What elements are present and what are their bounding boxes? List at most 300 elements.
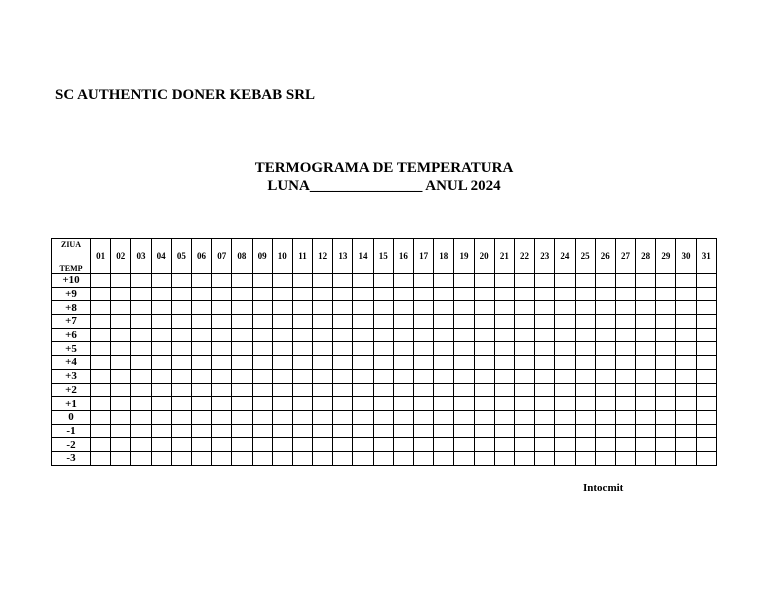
- entry-cell[interactable]: [555, 383, 575, 397]
- entry-cell[interactable]: [252, 287, 272, 301]
- entry-cell[interactable]: [514, 301, 534, 315]
- entry-cell[interactable]: [353, 383, 373, 397]
- entry-cell[interactable]: [575, 274, 595, 288]
- entry-cell[interactable]: [393, 410, 413, 424]
- entry-cell[interactable]: [414, 410, 434, 424]
- entry-cell[interactable]: [292, 328, 312, 342]
- entry-cell[interactable]: [636, 356, 656, 370]
- entry-cell[interactable]: [91, 342, 111, 356]
- entry-cell[interactable]: [656, 397, 676, 411]
- entry-cell[interactable]: [535, 301, 555, 315]
- entry-cell[interactable]: [575, 356, 595, 370]
- entry-cell[interactable]: [111, 369, 131, 383]
- entry-cell[interactable]: [151, 356, 171, 370]
- entry-cell[interactable]: [353, 315, 373, 329]
- entry-cell[interactable]: [212, 410, 232, 424]
- entry-cell[interactable]: [696, 451, 716, 465]
- entry-cell[interactable]: [373, 424, 393, 438]
- entry-cell[interactable]: [656, 315, 676, 329]
- entry-cell[interactable]: [91, 369, 111, 383]
- entry-cell[interactable]: [373, 274, 393, 288]
- entry-cell[interactable]: [373, 328, 393, 342]
- entry-cell[interactable]: [292, 383, 312, 397]
- entry-cell[interactable]: [252, 438, 272, 452]
- entry-cell[interactable]: [212, 451, 232, 465]
- entry-cell[interactable]: [292, 356, 312, 370]
- entry-cell[interactable]: [313, 369, 333, 383]
- entry-cell[interactable]: [131, 274, 151, 288]
- entry-cell[interactable]: [656, 438, 676, 452]
- entry-cell[interactable]: [91, 410, 111, 424]
- entry-cell[interactable]: [272, 342, 292, 356]
- entry-cell[interactable]: [575, 383, 595, 397]
- entry-cell[interactable]: [151, 287, 171, 301]
- entry-cell[interactable]: [676, 424, 696, 438]
- entry-cell[interactable]: [333, 397, 353, 411]
- entry-cell[interactable]: [232, 410, 252, 424]
- entry-cell[interactable]: [615, 410, 635, 424]
- entry-cell[interactable]: [535, 274, 555, 288]
- entry-cell[interactable]: [595, 451, 615, 465]
- entry-cell[interactable]: [555, 315, 575, 329]
- entry-cell[interactable]: [373, 301, 393, 315]
- entry-cell[interactable]: [252, 383, 272, 397]
- entry-cell[interactable]: [292, 315, 312, 329]
- entry-cell[interactable]: [514, 383, 534, 397]
- entry-cell[interactable]: [676, 274, 696, 288]
- entry-cell[interactable]: [575, 315, 595, 329]
- entry-cell[interactable]: [615, 356, 635, 370]
- entry-cell[interactable]: [252, 356, 272, 370]
- entry-cell[interactable]: [191, 438, 211, 452]
- entry-cell[interactable]: [636, 315, 656, 329]
- entry-cell[interactable]: [595, 315, 615, 329]
- entry-cell[interactable]: [393, 383, 413, 397]
- entry-cell[interactable]: [474, 301, 494, 315]
- entry-cell[interactable]: [212, 383, 232, 397]
- entry-cell[interactable]: [252, 274, 272, 288]
- entry-cell[interactable]: [191, 342, 211, 356]
- entry-cell[interactable]: [131, 315, 151, 329]
- entry-cell[interactable]: [171, 356, 191, 370]
- entry-cell[interactable]: [434, 397, 454, 411]
- entry-cell[interactable]: [494, 328, 514, 342]
- entry-cell[interactable]: [454, 287, 474, 301]
- entry-cell[interactable]: [232, 301, 252, 315]
- entry-cell[interactable]: [151, 424, 171, 438]
- entry-cell[interactable]: [414, 356, 434, 370]
- entry-cell[interactable]: [555, 301, 575, 315]
- entry-cell[interactable]: [151, 328, 171, 342]
- entry-cell[interactable]: [373, 438, 393, 452]
- entry-cell[interactable]: [474, 315, 494, 329]
- entry-cell[interactable]: [414, 438, 434, 452]
- entry-cell[interactable]: [535, 451, 555, 465]
- entry-cell[interactable]: [91, 328, 111, 342]
- entry-cell[interactable]: [131, 397, 151, 411]
- entry-cell[interactable]: [171, 424, 191, 438]
- entry-cell[interactable]: [474, 410, 494, 424]
- entry-cell[interactable]: [636, 410, 656, 424]
- entry-cell[interactable]: [353, 356, 373, 370]
- entry-cell[interactable]: [272, 410, 292, 424]
- entry-cell[interactable]: [171, 274, 191, 288]
- entry-cell[interactable]: [111, 424, 131, 438]
- entry-cell[interactable]: [91, 287, 111, 301]
- entry-cell[interactable]: [292, 424, 312, 438]
- entry-cell[interactable]: [636, 287, 656, 301]
- entry-cell[interactable]: [212, 342, 232, 356]
- entry-cell[interactable]: [696, 438, 716, 452]
- entry-cell[interactable]: [313, 315, 333, 329]
- entry-cell[interactable]: [696, 397, 716, 411]
- entry-cell[interactable]: [151, 451, 171, 465]
- entry-cell[interactable]: [313, 397, 333, 411]
- entry-cell[interactable]: [91, 315, 111, 329]
- entry-cell[interactable]: [292, 410, 312, 424]
- entry-cell[interactable]: [191, 356, 211, 370]
- entry-cell[interactable]: [494, 315, 514, 329]
- entry-cell[interactable]: [555, 451, 575, 465]
- entry-cell[interactable]: [171, 397, 191, 411]
- entry-cell[interactable]: [393, 328, 413, 342]
- entry-cell[interactable]: [131, 287, 151, 301]
- entry-cell[interactable]: [373, 342, 393, 356]
- entry-cell[interactable]: [353, 328, 373, 342]
- entry-cell[interactable]: [313, 410, 333, 424]
- entry-cell[interactable]: [91, 438, 111, 452]
- entry-cell[interactable]: [636, 424, 656, 438]
- entry-cell[interactable]: [595, 424, 615, 438]
- entry-cell[interactable]: [292, 301, 312, 315]
- entry-cell[interactable]: [514, 424, 534, 438]
- entry-cell[interactable]: [373, 451, 393, 465]
- entry-cell[interactable]: [494, 397, 514, 411]
- entry-cell[interactable]: [393, 274, 413, 288]
- entry-cell[interactable]: [151, 301, 171, 315]
- entry-cell[interactable]: [151, 383, 171, 397]
- entry-cell[interactable]: [91, 301, 111, 315]
- entry-cell[interactable]: [595, 342, 615, 356]
- entry-cell[interactable]: [696, 356, 716, 370]
- entry-cell[interactable]: [171, 369, 191, 383]
- entry-cell[interactable]: [171, 383, 191, 397]
- entry-cell[interactable]: [232, 369, 252, 383]
- entry-cell[interactable]: [171, 287, 191, 301]
- entry-cell[interactable]: [151, 342, 171, 356]
- entry-cell[interactable]: [434, 287, 454, 301]
- entry-cell[interactable]: [151, 397, 171, 411]
- entry-cell[interactable]: [212, 369, 232, 383]
- entry-cell[interactable]: [494, 451, 514, 465]
- entry-cell[interactable]: [494, 301, 514, 315]
- entry-cell[interactable]: [656, 451, 676, 465]
- entry-cell[interactable]: [615, 369, 635, 383]
- entry-cell[interactable]: [232, 424, 252, 438]
- entry-cell[interactable]: [414, 287, 434, 301]
- entry-cell[interactable]: [656, 328, 676, 342]
- entry-cell[interactable]: [111, 274, 131, 288]
- entry-cell[interactable]: [676, 301, 696, 315]
- entry-cell[interactable]: [656, 287, 676, 301]
- entry-cell[interactable]: [333, 287, 353, 301]
- entry-cell[interactable]: [393, 356, 413, 370]
- entry-cell[interactable]: [636, 383, 656, 397]
- entry-cell[interactable]: [595, 383, 615, 397]
- entry-cell[interactable]: [333, 424, 353, 438]
- entry-cell[interactable]: [696, 342, 716, 356]
- entry-cell[interactable]: [615, 274, 635, 288]
- entry-cell[interactable]: [131, 438, 151, 452]
- entry-cell[interactable]: [474, 328, 494, 342]
- entry-cell[interactable]: [454, 369, 474, 383]
- entry-cell[interactable]: [393, 342, 413, 356]
- entry-cell[interactable]: [494, 274, 514, 288]
- entry-cell[interactable]: [514, 356, 534, 370]
- entry-cell[interactable]: [636, 369, 656, 383]
- entry-cell[interactable]: [615, 451, 635, 465]
- entry-cell[interactable]: [414, 383, 434, 397]
- entry-cell[interactable]: [292, 397, 312, 411]
- entry-cell[interactable]: [111, 342, 131, 356]
- entry-cell[interactable]: [615, 438, 635, 452]
- entry-cell[interactable]: [676, 356, 696, 370]
- entry-cell[interactable]: [454, 342, 474, 356]
- entry-cell[interactable]: [393, 424, 413, 438]
- entry-cell[interactable]: [414, 451, 434, 465]
- entry-cell[interactable]: [313, 451, 333, 465]
- entry-cell[interactable]: [272, 315, 292, 329]
- entry-cell[interactable]: [272, 383, 292, 397]
- entry-cell[interactable]: [434, 438, 454, 452]
- entry-cell[interactable]: [434, 410, 454, 424]
- entry-cell[interactable]: [171, 315, 191, 329]
- entry-cell[interactable]: [333, 301, 353, 315]
- entry-cell[interactable]: [454, 301, 474, 315]
- entry-cell[interactable]: [494, 356, 514, 370]
- entry-cell[interactable]: [111, 301, 131, 315]
- entry-cell[interactable]: [575, 438, 595, 452]
- entry-cell[interactable]: [656, 356, 676, 370]
- entry-cell[interactable]: [353, 301, 373, 315]
- entry-cell[interactable]: [212, 438, 232, 452]
- entry-cell[interactable]: [434, 301, 454, 315]
- entry-cell[interactable]: [111, 287, 131, 301]
- entry-cell[interactable]: [656, 369, 676, 383]
- entry-cell[interactable]: [171, 438, 191, 452]
- entry-cell[interactable]: [373, 397, 393, 411]
- entry-cell[interactable]: [474, 287, 494, 301]
- entry-cell[interactable]: [474, 274, 494, 288]
- entry-cell[interactable]: [434, 274, 454, 288]
- entry-cell[interactable]: [555, 356, 575, 370]
- entry-cell[interactable]: [615, 397, 635, 411]
- entry-cell[interactable]: [191, 274, 211, 288]
- entry-cell[interactable]: [252, 369, 272, 383]
- entry-cell[interactable]: [212, 315, 232, 329]
- entry-cell[interactable]: [555, 369, 575, 383]
- entry-cell[interactable]: [615, 301, 635, 315]
- entry-cell[interactable]: [333, 369, 353, 383]
- entry-cell[interactable]: [91, 274, 111, 288]
- entry-cell[interactable]: [131, 301, 151, 315]
- entry-cell[interactable]: [494, 287, 514, 301]
- entry-cell[interactable]: [232, 451, 252, 465]
- entry-cell[interactable]: [373, 315, 393, 329]
- entry-cell[interactable]: [232, 328, 252, 342]
- entry-cell[interactable]: [131, 369, 151, 383]
- entry-cell[interactable]: [171, 451, 191, 465]
- entry-cell[interactable]: [212, 397, 232, 411]
- entry-cell[interactable]: [232, 356, 252, 370]
- entry-cell[interactable]: [696, 274, 716, 288]
- entry-cell[interactable]: [191, 287, 211, 301]
- entry-cell[interactable]: [191, 383, 211, 397]
- entry-cell[interactable]: [393, 301, 413, 315]
- entry-cell[interactable]: [696, 301, 716, 315]
- entry-cell[interactable]: [131, 356, 151, 370]
- entry-cell[interactable]: [474, 369, 494, 383]
- entry-cell[interactable]: [414, 424, 434, 438]
- entry-cell[interactable]: [252, 328, 272, 342]
- entry-cell[interactable]: [171, 410, 191, 424]
- entry-cell[interactable]: [636, 328, 656, 342]
- entry-cell[interactable]: [696, 287, 716, 301]
- entry-cell[interactable]: [191, 424, 211, 438]
- entry-cell[interactable]: [636, 274, 656, 288]
- entry-cell[interactable]: [272, 397, 292, 411]
- entry-cell[interactable]: [111, 451, 131, 465]
- entry-cell[interactable]: [434, 451, 454, 465]
- entry-cell[interactable]: [656, 410, 676, 424]
- entry-cell[interactable]: [555, 287, 575, 301]
- entry-cell[interactable]: [696, 315, 716, 329]
- entry-cell[interactable]: [212, 301, 232, 315]
- entry-cell[interactable]: [191, 315, 211, 329]
- entry-cell[interactable]: [454, 424, 474, 438]
- entry-cell[interactable]: [111, 397, 131, 411]
- entry-cell[interactable]: [535, 328, 555, 342]
- entry-cell[interactable]: [595, 397, 615, 411]
- entry-cell[interactable]: [111, 383, 131, 397]
- entry-cell[interactable]: [131, 410, 151, 424]
- entry-cell[interactable]: [575, 369, 595, 383]
- entry-cell[interactable]: [535, 438, 555, 452]
- entry-cell[interactable]: [514, 397, 534, 411]
- entry-cell[interactable]: [434, 356, 454, 370]
- entry-cell[interactable]: [656, 301, 676, 315]
- entry-cell[interactable]: [151, 438, 171, 452]
- entry-cell[interactable]: [272, 287, 292, 301]
- entry-cell[interactable]: [111, 315, 131, 329]
- entry-cell[interactable]: [313, 287, 333, 301]
- entry-cell[interactable]: [474, 438, 494, 452]
- entry-cell[interactable]: [272, 301, 292, 315]
- entry-cell[interactable]: [333, 315, 353, 329]
- entry-cell[interactable]: [696, 383, 716, 397]
- entry-cell[interactable]: [514, 315, 534, 329]
- entry-cell[interactable]: [252, 397, 272, 411]
- entry-cell[interactable]: [454, 315, 474, 329]
- entry-cell[interactable]: [91, 451, 111, 465]
- entry-cell[interactable]: [615, 328, 635, 342]
- entry-cell[interactable]: [434, 328, 454, 342]
- entry-cell[interactable]: [313, 274, 333, 288]
- entry-cell[interactable]: [595, 301, 615, 315]
- entry-cell[interactable]: [353, 438, 373, 452]
- entry-cell[interactable]: [393, 451, 413, 465]
- entry-cell[interactable]: [595, 274, 615, 288]
- entry-cell[interactable]: [514, 328, 534, 342]
- entry-cell[interactable]: [353, 369, 373, 383]
- entry-cell[interactable]: [676, 410, 696, 424]
- entry-cell[interactable]: [514, 274, 534, 288]
- entry-cell[interactable]: [272, 424, 292, 438]
- entry-cell[interactable]: [292, 369, 312, 383]
- entry-cell[interactable]: [434, 424, 454, 438]
- entry-cell[interactable]: [555, 397, 575, 411]
- entry-cell[interactable]: [414, 369, 434, 383]
- entry-cell[interactable]: [131, 328, 151, 342]
- entry-cell[interactable]: [615, 383, 635, 397]
- entry-cell[interactable]: [656, 342, 676, 356]
- entry-cell[interactable]: [514, 438, 534, 452]
- entry-cell[interactable]: [212, 328, 232, 342]
- entry-cell[interactable]: [676, 383, 696, 397]
- entry-cell[interactable]: [535, 383, 555, 397]
- entry-cell[interactable]: [454, 397, 474, 411]
- entry-cell[interactable]: [151, 369, 171, 383]
- entry-cell[interactable]: [636, 397, 656, 411]
- entry-cell[interactable]: [232, 315, 252, 329]
- entry-cell[interactable]: [414, 315, 434, 329]
- entry-cell[interactable]: [615, 287, 635, 301]
- entry-cell[interactable]: [615, 342, 635, 356]
- entry-cell[interactable]: [555, 438, 575, 452]
- entry-cell[interactable]: [272, 438, 292, 452]
- entry-cell[interactable]: [454, 356, 474, 370]
- entry-cell[interactable]: [373, 383, 393, 397]
- entry-cell[interactable]: [575, 451, 595, 465]
- entry-cell[interactable]: [555, 328, 575, 342]
- entry-cell[interactable]: [414, 301, 434, 315]
- entry-cell[interactable]: [575, 342, 595, 356]
- entry-cell[interactable]: [393, 287, 413, 301]
- entry-cell[interactable]: [575, 328, 595, 342]
- entry-cell[interactable]: [454, 451, 474, 465]
- entry-cell[interactable]: [636, 342, 656, 356]
- entry-cell[interactable]: [434, 383, 454, 397]
- entry-cell[interactable]: [333, 342, 353, 356]
- entry-cell[interactable]: [615, 315, 635, 329]
- entry-cell[interactable]: [232, 397, 252, 411]
- entry-cell[interactable]: [676, 451, 696, 465]
- entry-cell[interactable]: [535, 356, 555, 370]
- entry-cell[interactable]: [514, 369, 534, 383]
- entry-cell[interactable]: [373, 410, 393, 424]
- entry-cell[interactable]: [252, 342, 272, 356]
- entry-cell[interactable]: [535, 410, 555, 424]
- entry-cell[interactable]: [171, 301, 191, 315]
- entry-cell[interactable]: [575, 301, 595, 315]
- entry-cell[interactable]: [353, 274, 373, 288]
- entry-cell[interactable]: [454, 383, 474, 397]
- entry-cell[interactable]: [656, 274, 676, 288]
- entry-cell[interactable]: [111, 438, 131, 452]
- entry-cell[interactable]: [494, 342, 514, 356]
- entry-cell[interactable]: [313, 356, 333, 370]
- entry-cell[interactable]: [373, 356, 393, 370]
